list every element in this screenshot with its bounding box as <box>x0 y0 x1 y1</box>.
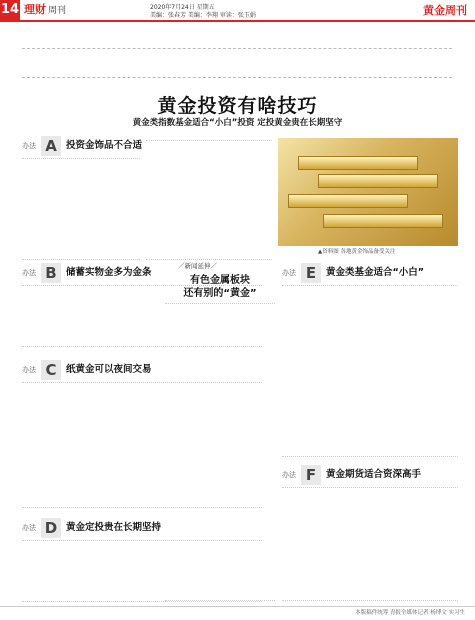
page-footer: 本版稿件统筹 青报全媒体记者 杨博文 实习生 <box>0 606 475 619</box>
section-a-body-left <box>22 158 140 260</box>
brand-logo: 黄金周刊 <box>423 4 467 17</box>
section-e-header: 办法 E 黄金类基金适合“小白” <box>282 263 424 282</box>
section-a-body-right <box>146 140 272 260</box>
photo-caption: ▲资料图 各地黄金饰品备受关注 <box>318 249 396 255</box>
section-c-header: 办法 C 纸黄金可以夜间交易 <box>22 360 152 379</box>
section-f-body <box>282 487 458 601</box>
sidebar-title: 有色金属板块 还有别的“黄金” <box>183 275 257 299</box>
page-header <box>0 0 475 22</box>
page-number: 14 <box>0 0 20 21</box>
section-e-body <box>282 285 458 457</box>
section-name: 理财 周刊 <box>24 2 67 16</box>
section-a-header: 办法 A 投资金饰品不合适 <box>22 136 143 155</box>
section-b-header: 办法 B 储蓄实物金多为金条 <box>22 263 152 282</box>
section-d-header: 办法 D 黄金定投贵在长期坚持 <box>22 518 162 537</box>
sidebar-body <box>165 303 275 601</box>
headline: 黄金投资有啥技巧 <box>157 95 318 117</box>
intro-paragraph <box>22 48 452 78</box>
gold-bars-photo <box>278 138 458 246</box>
section-f-header: 办法 F 黄金期货适合资深高手 <box>282 465 422 484</box>
subheadline: 黄金类指数基金适合“小白”投资 定投黄金贵在长期坚守 <box>132 118 343 128</box>
issue-meta: 2020年7月24日 星期五 美编：张春芳 美编：李翔 审读：张玉娟 <box>150 4 256 19</box>
sidebar-tag: ／新闻延伸／ <box>178 262 217 270</box>
